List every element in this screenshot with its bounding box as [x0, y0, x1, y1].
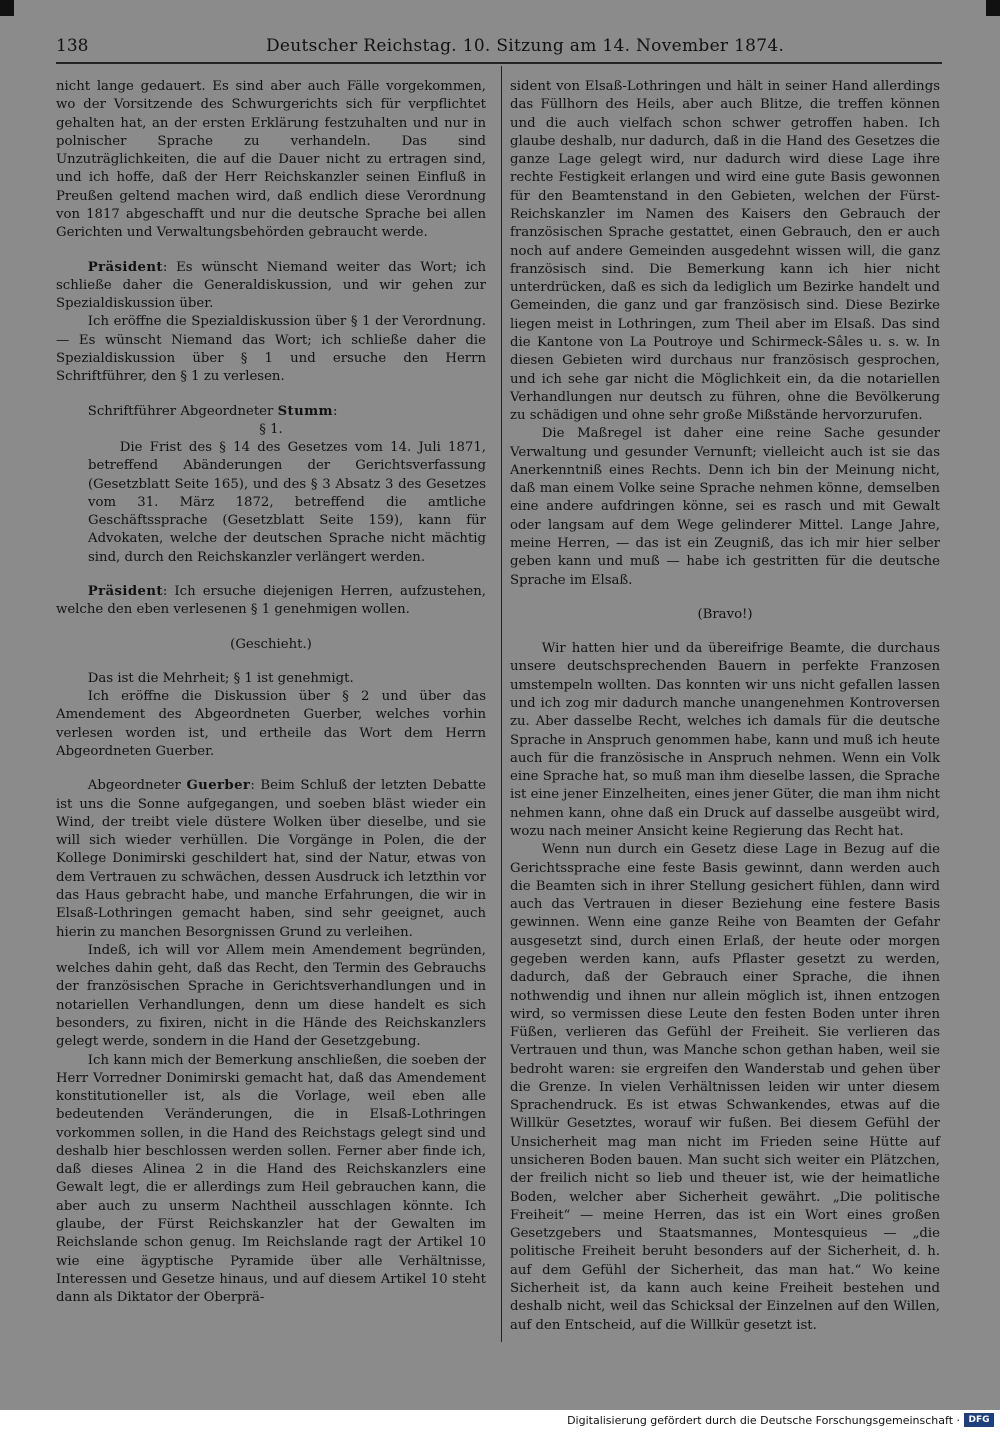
- text-paragraph: Wenn nun durch ein Gesetz diese Lage in Bezug auf die Gerichtssprache eine feste Basis gewinnt, dann werden auch die Beamten sich in ihrer Stellung gesichert fühlen, dann wird auch das Vertrauen in dieser Beziehung eine festere Basis gewinnen. Wenn eine ganze Reihe von Beamten der Gefahr ausgesetzt sind, durch einen Erlaß, der heute oder morgen gegeben werden kann, aufs Pflaster gesetzt zu werden, dadurch, daß der Gebrauch einer Sprache, die ihnen nothwendig und ihnen nur allein möglich ist, ihnen entzogen wird, so vermissen diese Leute den festen Boden unter ihren Füßen, verlieren das Gefühl der Freiheit. Sie verlieren das Vertrauen und thun, was Manche schon gethan haben, weil sie bedroht waren: sie ergreifen den Wanderstab und gehen über die Grenze. In vielen Verhältnissen leiden wir unter diesem Sprachendruck. Es ist etwas Schwankendes, etwas auf die Willkür Gesetztes, worauf wir fußen. Bei diesem Gefühl der Unsicherheit mag man nicht im Frieden seine Hütte auf unsicheren Boden bauen. Man sucht sich weiter ein Plätzchen, der freilich nicht so lieb und theuer ist, wie der heimatliche Boden, welcher aber Sicherheit gewährt. „Die politische Freiheit“ — meine Herren, das ist ein Wort eines großen Gesetzgebers und Staatsmannes, Montesquieus — „die politische Freiheit beruht besonders auf der Sicherheit, d. h. auf dem Gefühl der Sicherheit, das man hat.“ Wo keine Sicherheit ist, da kann auch keine Freiheit bestehen und deshalb nicht, weil das Schicksal der Einzelnen auf den Willen, auf den Entscheid, auf die Willkür gesetzt ist.: [510, 842, 940, 1333]
- text-paragraph: nicht lange gedauert. Es sind aber auch Fälle vorgekommen, wo der Vorsitzende des Schwurgerichts sich für verpflichtet gehalten hat, an der ersten Erklärung festzuhalten und nur in polnischer Sprache zu verhandeln. Das sind Unzuträglichkeiten, die auf die Dauer nicht zu ertragen sind, und ich hoffe, daß der Herr Reichskanzler seinen Einfluß in Preußen geltend machen wird, daß endlich diese Verordnung von 1817 abgeschafft und nur die deutsche Sprache bei allen Gerichten und Verwaltungsbehörden gebraucht werde.: [56, 79, 486, 241]
- quoted-paragraph: Die Frist des § 14 des Gesetzes vom 14. Juli 1871, betreffend Abänderungen der Gerichtsverfassung (Gesetzblatt Seite 165), und des § 3 Absatz 3 des Gesetzes vom 31. März 1872, betreffend die amtliche Geschäftssprache (Gesetzblatt Seite 159), kann für Advokaten, welche der deutschen Sprache nicht mächtig sind, durch den Reichskanzler verlängert werden.: [88, 440, 486, 565]
- page-number: 138: [56, 36, 89, 56]
- speech-paragraph: [56, 403, 486, 421]
- text-paragraph: Wir hatten hier und da übereifrige Beamte, die durchaus unsere deutschsprechenden Bauern in perfekte Franzosen umstempeln wollten. Das konnten wir uns nicht gefallen lassen und ich zog mir dadurch manche unangenehmen Kontroversen zu. Aber dasselbe Recht, welches ich damals für die deutsche Sprache in Anspruch genommen habe, kann und muß ich heute auch für die französische in Anspruch nehmen. Wenn ein Volk eine Sprache hat, so muß man ihm dieselbe lassen, die Sprache ist eine jener Einzelheiten, eines jener Güter, die man ihm nicht nehmen kann, ohne daß ein Druck auf dasselbe ausgeübt wird, wozu nach meiner Ansicht keine Regierung das Recht hat.: [510, 641, 940, 839]
- speaker-prefix: Abgeordneter: [87, 778, 187, 794]
- dfg-logo-badge: DFG: [964, 1413, 994, 1427]
- text-paragraph: Ich eröffne die Diskussion über § 2 und über das Amendement des Abgeordneten Guerber, welches vorhin verlesen worden ist, und ertheile das Wort dem Herrn Abgeordneten Guerber.: [56, 689, 486, 759]
- text-paragraph: Die Maßregel ist daher eine reine Sache gesunder Verwaltung und gesunder Vernunft; vielleicht auch ist sie das Anerkenntniß eines Rechts. Denn ich bin der Meinung nicht, daß man einem Volke seine Sprache nehmen könne, demselben eine andere aufdringen könne, sei es rasch und mit Gewalt oder langsam auf dem Wege gelinderer Mittel. Lange Jahre, meine Herren, — das ist ein Zeugniß, das ich mir hier selber geben kann und muß — habe ich gestritten für die deutsche Sprache im Elsaß.: [510, 426, 940, 588]
- text-paragraph: Ich eröffne die Spezialdiskussion über § 1 der Verordnung. — Es wünscht Niemand das Wort; ich schließe daher die Spezialdiskussion über § 1 und ersuche den Herrn Schriftführer, den § 1 zu verlesen.: [56, 314, 486, 385]
- stage-direction: (Geschieht.): [230, 636, 312, 652]
- header-rule: [56, 62, 942, 64]
- right-column: [510, 78, 940, 1335]
- stage-direction: (Bravo!): [697, 606, 753, 622]
- text-paragraph: Ich kann mich der Bemerkung anschließen, die soeben der Herr Vorredner Donimirski gemacht hat, daß das Amendement konstitutioneller ist, als die Vorlage, weil eben alle bedeutenden Veränderungen, die in Elsaß-Lothringen vorkommen sollen, in die Hand des Reichstags gelegt sind und deshalb hier beschlossen werden sollen. Ferner aber finde ich, daß dieses Alinea 2 in die Hand des Reichskanzlers eine Gewalt legt, die er allerdings zum Heil gebrauchen kann, die aber auch zu unserm Nachtheil ausschlagen könnte. Ich glaube, der Fürst Reichskanzler hat der Gewalten im Reichslande schon genug. Im Reichslande ragt der Artikel 10 wie eine ägyptische Pyramide über alle Verhältnisse, Interessen und Gesetze hinaus, und auf diesem Artikel 10 steht dann als Diktator der Oberprä-: [56, 1052, 486, 1306]
- text-paragraph: Das ist die Mehrheit; § 1 ist genehmigt.: [87, 670, 354, 686]
- crop-mark-left: [0, 0, 14, 16]
- speech-text: : Beim Schluß der letzten Debatte ist uns die Sonne aufgegangen, und soeben bläst wieder ein Wind, der treibt viele düstere Wolken über dieselbe, und sie will sich wieder verhüllen. Die Vorgänge in Polen, die der Kollege Donimirski geschildert hat, sind der Natur, etwas von dem Vertrauen zu schwächen, dessen Ausdruck ich letzthin vor das Haus gebracht habe, und manche Erfahrungen, die wir in Elsaß-Lothringen gemacht haben, sind sehr geeignet, auch hierin zu manchen Besorgnissen Grund zu verleihen.: [56, 778, 486, 940]
- column-divider: [501, 66, 502, 1342]
- speech-text: : Es wünscht Niemand weiter das Wort; ich schließe daher die Generaldiskussion, und wir gehen zur Spezialdiskussion über.: [56, 259, 486, 312]
- speaker-prefix: Schriftführer Abgeordneter: [87, 403, 278, 419]
- text-paragraph: Indeß, ich will vor Allem mein Amendement begründen, welches dahin geht, daß das Recht, den Termin des Gebrauchs der französischen Sprache in Gerichtsverhandlungen und in notariellen Verhandlungen, denn um diese handelt es sich besonders, zu fixiren, nicht in die Hände des Reichskanzlers gelegt werde, sondern in die Hand der Gesetzgebung.: [56, 942, 486, 1050]
- running-title: Deutscher Reichstag. 10. Sitzung am 14. November 1874.: [266, 36, 785, 56]
- speech-paragraph: [56, 259, 486, 314]
- text-paragraph: sident von Elsaß-Lothringen und hält in seiner Hand allerdings das Füllhorn des Heils, aber auch Blitze, die treffen können und die auch vielfach schon schwer getroffen haben. Ich glaube deshalb, nur dadurch, daß in die Hand des Gesetzes die ganze Lage gelegt wird, nur dadurch wird diese Lage ihre rechte Festigkeit erlangen und wird eine gute Basis gewonnen für den Beamtenstand in den Gebieten, welchen der Fürst-Reichskanzler im Namen des Kaisers den Gebrauch der französischen Sprache gestattet, einen Gebrauch, den er auch noch auf andere Gemeinden ausgedehnt wissen will, die ganz französisch sind. Die Bemerkung kann ich hier nicht unterdrücken, daß es sich da lediglich um Bezirke handelt und Gemeinden, die ganz und gar französisch sind. Diese Bezirke liegen meist in Lothringen, zum Theil aber im Elsaß. Das sind die Kantone von La Poutroye und Schirmeck-Sâles u. s. w. In diesen Gebieten wird durchaus nur französisch gesprochen, und ich sehe gar nicht die Möglichkeit ein, da die notariellen Verhandlungen nur deutsch zu führen, ohne die Bevölkerung zu schädigen und ohne sehr große Mißstände hervorzurufen.: [510, 79, 940, 424]
- speaker-name: Präsident: [87, 584, 163, 600]
- crop-mark-right: [986, 0, 1000, 16]
- speech-paragraph: [56, 583, 486, 620]
- speech-text: :: [332, 403, 338, 419]
- section-heading: § 1.: [259, 421, 283, 437]
- speaker-name: Guerber: [186, 778, 251, 794]
- speaker-name: Stumm: [277, 403, 333, 419]
- digitization-credit: Digitalisierung gefördert durch die Deutsche Forschungsgemeinschaft ·: [567, 1414, 960, 1427]
- speaker-name: Präsident: [87, 259, 163, 275]
- left-column: [56, 78, 486, 1307]
- speech-paragraph: [56, 777, 486, 942]
- page-header: [56, 36, 944, 60]
- speech-text: : Ich ersuche diejenigen Herren, aufzustehen, welche den eben verlesenen § 1 genehmigen wollen.: [56, 584, 486, 618]
